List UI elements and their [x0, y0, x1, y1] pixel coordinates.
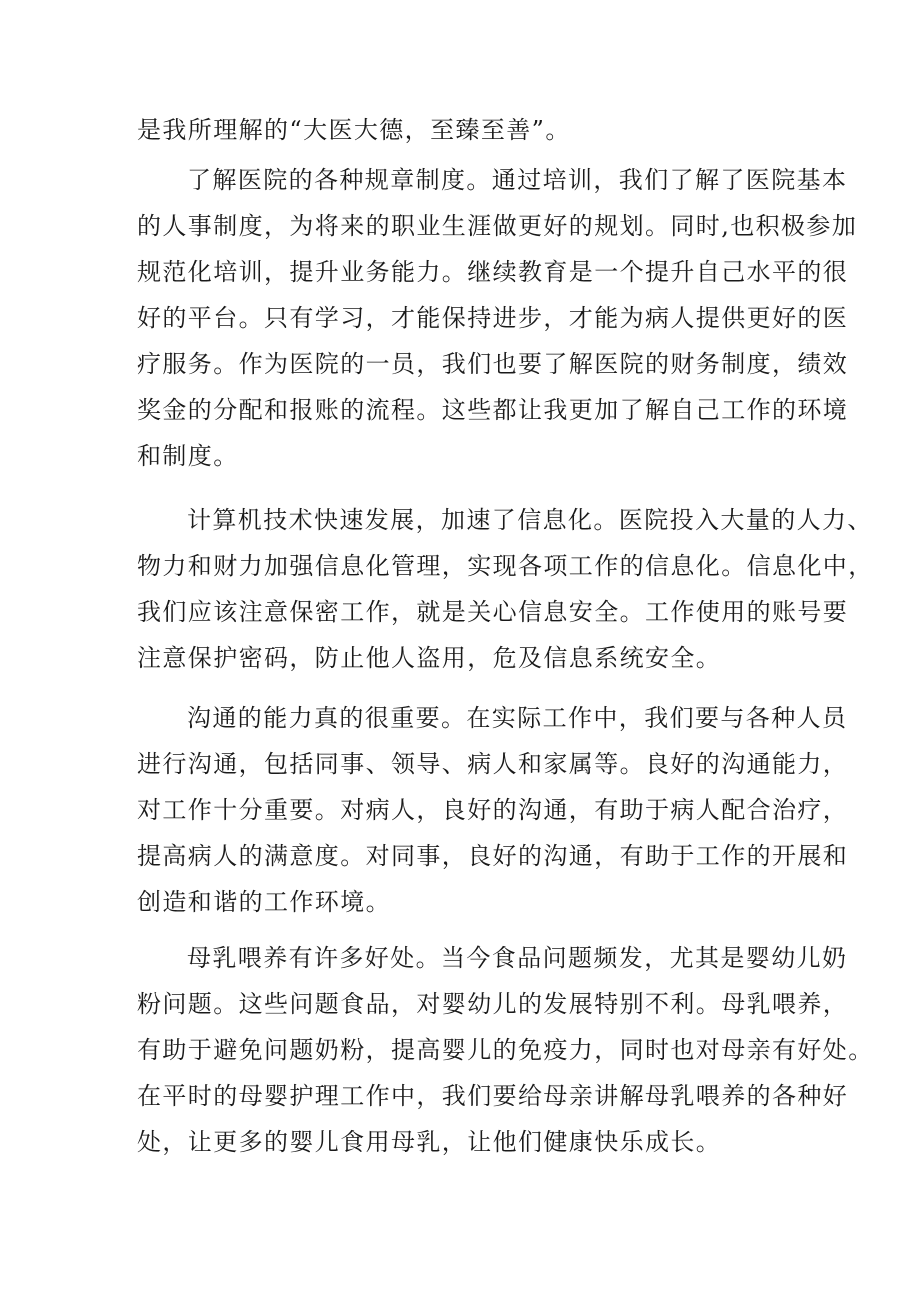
text-line: 疗服务。作为医院的一员，我们也要了解医院的财务制度，绩效 — [137, 350, 849, 378]
text-line: 好的平台。只有学习，才能保持进步，才能为病人提供更好的医 — [137, 304, 849, 332]
text-line: 粉问题。这些问题食品，对婴幼儿的发展特别不利。母乳喂养， — [137, 990, 849, 1018]
text-line: 我们应该注意保密工作，就是关心信息安全。工作使用的账号要 — [137, 598, 849, 626]
paragraph-first-line: 母乳喂养有许多好处。当今食品问题频发，尤其是婴幼儿奶 — [187, 944, 848, 972]
text-line: 物力和财力加强信息化管理，实现各项工作的信息化。信息化中， — [137, 552, 874, 580]
text-line: 对工作十分重要。对病人，良好的沟通，有助于病人配合治疗， — [137, 796, 849, 824]
text-line: 有助于避免问题奶粉，提高婴儿的免疫力，同时也对母亲有好处。 — [137, 1036, 874, 1064]
paragraph-first-line: 计算机技术快速发展，加速了信息化。医院投入大量的人力、 — [187, 506, 873, 534]
text-line: 和制度。 — [137, 442, 239, 470]
paragraph-first-line: 沟通的能力真的很重要。在实际工作中，我们要与各种人员 — [187, 704, 848, 732]
paragraph-first-line: 了解医院的各种规章制度。通过培训，我们了解了医院基本 — [187, 166, 848, 194]
text-line: 规范化培训，提升业务能力。继续教育是一个提升自己水平的很 — [137, 258, 849, 286]
text-line: 的人事制度，为将来的职业生涯做更好的规划。同时,也积极参加 — [137, 212, 858, 240]
text-line: 创造和谐的工作环境。 — [137, 888, 391, 916]
text-line: 奖金的分配和报账的流程。这些都让我更加了解自己工作的环境 — [137, 396, 849, 424]
text-line: 是我所理解的“大医大德，至臻至善”。 — [137, 116, 571, 144]
text-line: 进行沟通，包括同事、领导、病人和家属等。良好的沟通能力， — [137, 750, 849, 778]
text-line: 处，让更多的婴儿食用母乳，让他们健康快乐成长。 — [137, 1128, 722, 1156]
text-line: 提高病人的满意度。对同事，良好的沟通，有助于工作的开展和 — [137, 842, 849, 870]
text-line: 注意保护密码，防止他人盗用，危及信息系统安全。 — [137, 644, 722, 672]
text-line: 在平时的母婴护理工作中，我们要给母亲讲解母乳喂养的各种好 — [137, 1082, 849, 1110]
